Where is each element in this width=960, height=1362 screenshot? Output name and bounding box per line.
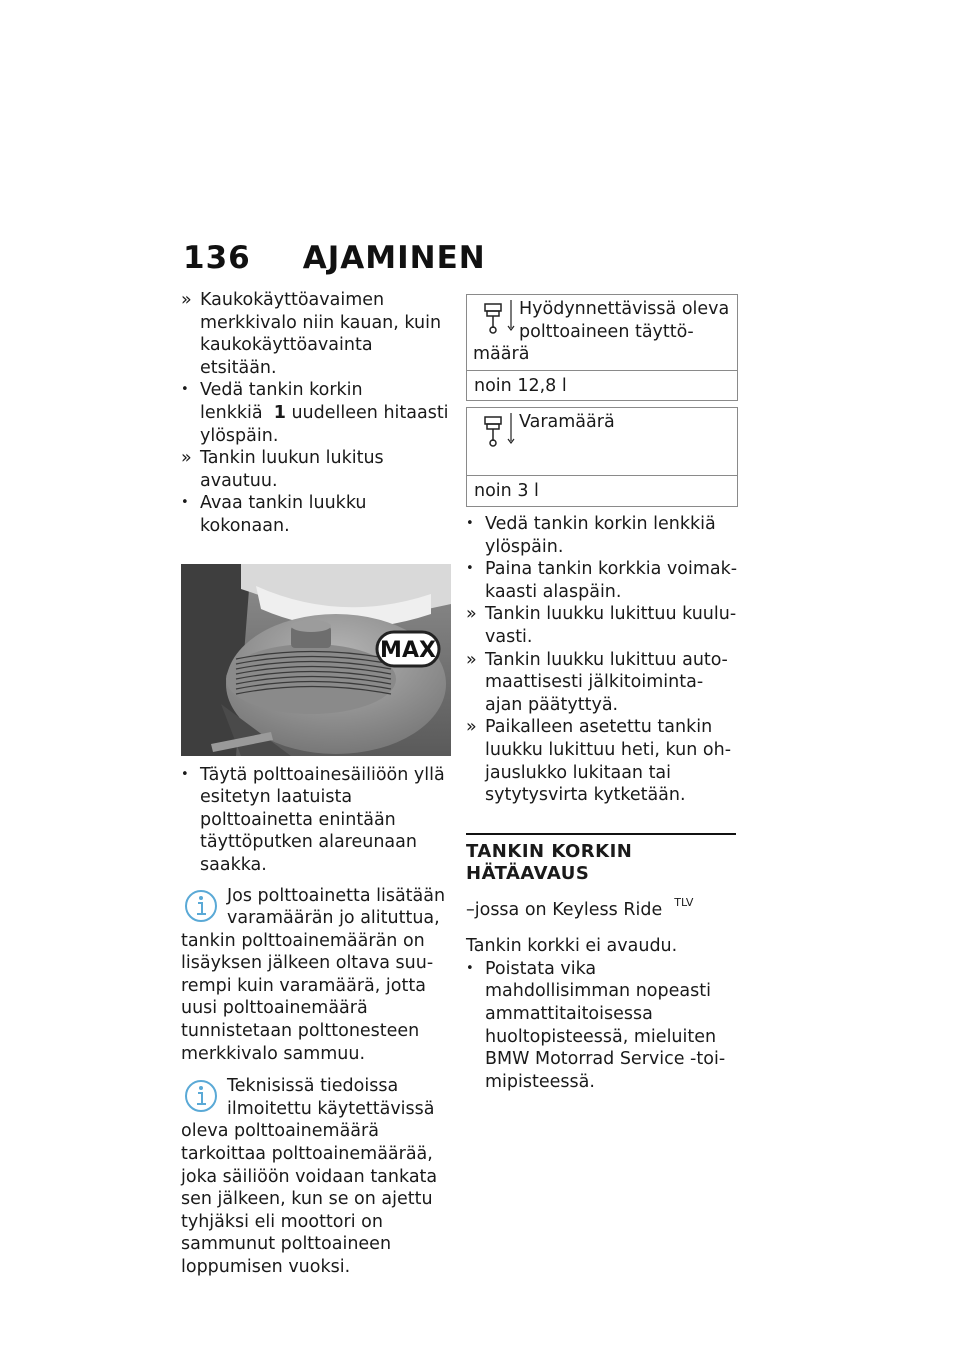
bullet-marker: • bbox=[181, 382, 189, 398]
info-icon bbox=[181, 885, 227, 929]
list-item bbox=[181, 492, 451, 537]
result-marker: » bbox=[466, 649, 477, 670]
result-marker: » bbox=[466, 604, 477, 625]
bullet-marker: • bbox=[181, 495, 189, 511]
item-text: Tankin luukku lukittuu automaattisesti jälkitoiminta-ajan päätyttyä. bbox=[485, 649, 728, 715]
item-text: Tankin luukku lukittuu kuuluvasti. bbox=[485, 604, 737, 647]
list-item bbox=[466, 558, 738, 603]
chapter-title: AJAMINEN bbox=[302, 240, 486, 276]
item-text: Tankin luukun lukitus avautuu. bbox=[200, 448, 384, 491]
list-item bbox=[466, 649, 738, 717]
spec-label-cell bbox=[467, 408, 737, 476]
item-text: Avaa tankin luukku kokonaan. bbox=[200, 493, 367, 536]
fuel-pump-icon bbox=[473, 411, 519, 451]
result-marker: » bbox=[181, 290, 192, 310]
item-text: Vedä tankin korkin lenkkiä ylöspäin. bbox=[485, 513, 716, 557]
spec-table bbox=[466, 407, 738, 507]
bullet-marker: • bbox=[181, 766, 189, 782]
note-text: Jos polttoainetta lisätään varamäärän jo alituttua, tankin polttoainemäärän on lisäyksen jälkeen oltava suurempi kuin varamäärä, jotta uusi polttoainemäärä tunnistetaan polttonesteen merkkivalo sammuu. bbox=[181, 885, 446, 1064]
item-text: Vedä tankin korkin lenkkiä bbox=[200, 380, 363, 423]
bullet-marker: • bbox=[466, 960, 474, 976]
list-item bbox=[466, 603, 738, 648]
spec-label-cell bbox=[467, 295, 737, 371]
problem-text: Tankin korkki ei avaudu. bbox=[466, 936, 678, 957]
item-text: Täytä polttoainesäiliöön yllä esitetyn laatuista polttoainetta enintään täyttöputken alareunaan saakka. bbox=[200, 764, 445, 875]
item-text: Poistata vika mahdollisimman nopeasti ammattitaitoisessa huoltopisteessä, mieluiten BMW Motorrad Service -toimipisteessä. bbox=[485, 958, 726, 1092]
info-note bbox=[181, 1075, 451, 1278]
info-note bbox=[181, 885, 451, 1066]
right-column bbox=[466, 294, 738, 1093]
fuel-pump-icon bbox=[473, 298, 519, 338]
bullet-marker: • bbox=[466, 515, 474, 531]
item-text-continued: uudelleen hitaasti ylöspäin. bbox=[200, 402, 449, 446]
spec-value: noin 12,8 l bbox=[474, 375, 567, 396]
spec-label: Varamäärä bbox=[519, 412, 615, 433]
list-item bbox=[181, 447, 451, 492]
figure-reference: 1 bbox=[273, 402, 286, 423]
result-marker: » bbox=[181, 448, 192, 469]
page-number: 136 bbox=[183, 240, 251, 276]
spec-table bbox=[466, 294, 738, 401]
left-column bbox=[181, 289, 451, 1279]
section-divider bbox=[466, 833, 736, 835]
list-item bbox=[466, 513, 738, 558]
max-badge: MAX bbox=[380, 637, 436, 663]
list-item bbox=[466, 716, 738, 806]
page-header bbox=[183, 240, 486, 276]
list-item bbox=[181, 379, 451, 447]
list-item bbox=[181, 289, 451, 379]
item-text: Paina tankin korkkia voimakkaasti alaspäin. bbox=[485, 559, 738, 602]
list-item bbox=[181, 764, 451, 877]
equipment-text: –jossa on Keyless Ride bbox=[466, 899, 663, 920]
equipment-code: TLV bbox=[674, 895, 694, 909]
equipment-note bbox=[466, 895, 738, 924]
section-title: TANKIN KORKIN HÄTÄAVAUS bbox=[466, 840, 633, 884]
note-text: Teknisissä tiedoissa ilmoitettu käytettävissä oleva polttoainemäärä tarkoittaa polttoainemäärää, joka säiliöön voidaan tankata sen jälkeen, kun se on ajettu tyhjäksi eli moottori on sammunut polttoaineen loppumisen vuoksi. bbox=[181, 1076, 438, 1277]
fuel-filler-photo bbox=[181, 564, 451, 756]
spec-label: Hyödynnettävissä oleva polttoaineen täyttömäärä bbox=[473, 299, 730, 365]
item-text: Kaukokäyttöavaimen merkkivalo niin kauan, kuin kaukokäyttöavainta etsitään. bbox=[200, 290, 442, 378]
bullet-marker: • bbox=[466, 561, 474, 577]
spec-value: noin 3 l bbox=[474, 481, 539, 502]
list-item bbox=[466, 958, 738, 1094]
item-text: Paikalleen asetettu tankin luukku lukittuu heti, kun ohjauslukko lukitaan tai sytytysvirta kytketään. bbox=[485, 717, 732, 806]
info-icon bbox=[181, 1075, 227, 1119]
result-marker: » bbox=[466, 717, 477, 738]
